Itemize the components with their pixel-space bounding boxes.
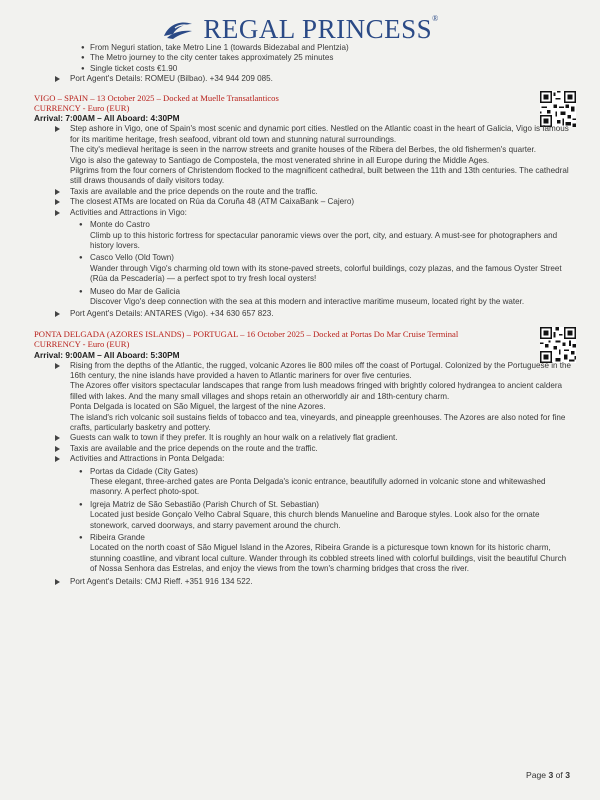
ponta-info-list [34, 361, 574, 588]
page-label: Page [526, 770, 549, 780]
brand-trademark: ® [432, 14, 439, 23]
princess-logo-icon [161, 18, 195, 42]
port-description: The Azores offer visitors spectacular landscapes that range from lush meadows fringed with brightly colored hydrangea to ancient caldera filled with lakes. And the many small villages and shops retain an otherworldly air and 18th-century charm. [70, 381, 563, 401]
attraction-description: Wander through Vigo's charming old town with its stone-paved streets, colorful buildings, cozy plazas, and the famous Oyster Street (Rúa da Pescadería) — a perfect spot to try fresh local oysters! [90, 263, 562, 284]
port-description: Pilgrims from the four corners of Christendom flocked to the magnificent cathedral, built between the 11th and 13th centuries. The cathedral still draws thousands of daily visitors today. [70, 166, 569, 186]
brand-name [203, 14, 438, 45]
port-agent-details: Port Agent's Details: ROMEU (Bilbao). +34 944 209 085. [70, 74, 273, 84]
arrival-time: Arrival: 9:00AM – All Aboard: 5:30PM [34, 349, 180, 360]
port-description: Ponta Delgada is located on São Miguel, the largest of the nine Azores. [70, 402, 326, 412]
attraction-title: ● Ribeira Grande [90, 533, 145, 543]
list-item [34, 187, 574, 197]
atm-info: The closest ATMs are located on Rúa da Coruña 48 (ATM CaixaBank – Cajero) [70, 197, 355, 207]
activities-label: Activities and Attractions in Vigo: [70, 207, 187, 217]
list-item [34, 433, 574, 443]
attractions-list [70, 467, 574, 575]
arrow-bullet-icon [55, 210, 60, 216]
list-item [34, 444, 574, 454]
port-agent-details: Port Agent's Details: ANTARES (Vigo). +34 630 657 823. [70, 309, 274, 319]
page-number [526, 770, 570, 780]
port-heading: VIGO – SPAIN – 13 October 2025 – Docked at Muelle Transatlanticos [34, 92, 279, 103]
arrow-bullet-icon [55, 126, 60, 132]
attraction-item [70, 253, 574, 284]
attraction-description: Climb up to this historic fortress for spectacular panoramic views over the port, city, and estuary. A must-see for photographers and history lovers. [90, 230, 558, 250]
arrow-bullet-icon [55, 199, 60, 205]
list-item: ● From Neguri station, take Metro Line 1 (towards Bidezabal and Plentzia) [34, 43, 574, 53]
bilbao-transport-list [34, 43, 574, 74]
attraction-item [70, 220, 574, 251]
port-description: Vigo is also the gateway to Santiago de Compostela, the most venerated shrine in all Europe during the Middle Ages. [70, 155, 490, 165]
attraction-item [70, 467, 574, 498]
arrival-time: Arrival: 7:00AM – All Aboard: 4:30PM [34, 113, 180, 124]
attraction-title: ● Monte do Castro [90, 220, 150, 230]
list-item [34, 208, 574, 308]
qr-code-icon[interactable] [540, 327, 576, 363]
page-total: 3 [565, 770, 570, 780]
header [0, 14, 600, 45]
arrow-bullet-icon [55, 363, 60, 369]
port-section-vigo [34, 93, 574, 320]
list-item [34, 454, 574, 574]
qr-code-icon[interactable] [540, 91, 576, 127]
port-description: Rising from the depths of the Atlantic, the rugged, volcanic Azores lie 800 miles off the coast of Portugal. Colonized by the Portuguese in the 16th century, the nine islands have provided a haven to Atlantic mariners for over five centuries. [70, 360, 572, 380]
attractions-list [70, 220, 574, 307]
port-description: Step ashore in Vigo, one of Spain's most scenic and dynamic port cities. Nestled on the Atlantic coast in the heart of Galicia, Vigo is famous for its maritime heritage, fresh seafood, vibrant old town and stunning natural surroundings. [70, 124, 569, 144]
list-item: ● The Metro journey to the city center takes approximately 25 minutes [34, 53, 574, 63]
currency-line: CURRENCY - Euro (EUR) [34, 103, 130, 114]
walk-info: Guests can walk to town if they prefer. It is roughly an hour walk on a relatively flat gradient. [70, 433, 398, 443]
attraction-description: Located on the north coast of São Miguel Island in the Azores, Ribeira Grande is a picturesque town known for its historic charm, stunning coastline, and vibrant local culture. Wander through its cobbled streets lined with colorful buildings, visit the beautiful Church of Nossa Senhora das Estrelas, and enjoy the views from the town's charming bridges that cross the river. [90, 543, 567, 574]
attraction-item [70, 533, 574, 575]
bilbao-agent-list [34, 74, 574, 84]
currency-line: CURRENCY - Euro (EUR) [34, 339, 130, 350]
list-item [34, 577, 574, 587]
page-of: of [553, 770, 566, 780]
activities-label: Activities and Attractions in Ponta Delgada: [70, 454, 225, 464]
attraction-description: Discover Vigo's deep connection with the sea at this modern and interactive maritime museum, located right by the water. [90, 296, 525, 306]
arrow-bullet-icon [55, 446, 60, 452]
arrow-bullet-icon [55, 456, 60, 462]
port-section-ponta-delgada [34, 329, 574, 587]
attraction-title: ● Museo do Mar de Galicia [90, 286, 180, 296]
arrow-bullet-icon [55, 579, 60, 585]
taxi-info: Taxis are available and the price depends on the route and the traffic. [70, 186, 318, 196]
attraction-title: ● Casco Vello (Old Town) [90, 253, 174, 263]
attraction-item [70, 287, 574, 308]
port-heading: PONTA DELGADA (AZORES ISLANDS) – PORTUGAL – 16 October 2025 – Docked at Portas Do Mar Cruise Terminal [34, 328, 459, 339]
list-item [34, 74, 574, 84]
page-current: 3 [548, 770, 554, 780]
arrow-bullet-icon [55, 311, 60, 317]
port-description: The island's rich volcanic soil sustains fields of tobacco and tea, vineyards, and pineapple greenhouses. The Azores are also noted for fine crafts, particularly basketry and pottery. [70, 412, 566, 432]
taxi-info: Taxis are available and the price depends on the route and the traffic. [70, 443, 318, 453]
content [34, 43, 574, 587]
attraction-title: ● Igreja Matriz de São Sebastião (Parish Church of St. Sebastian) [90, 499, 319, 509]
list-item [34, 309, 574, 319]
attraction-description: These elegant, three-arched gates are Ponta Delgada's iconic entrance, beautifully adorned in volcanic stone and whitewashed masonry. A perfect photo-spot. [90, 477, 546, 497]
vigo-info-list [34, 124, 574, 319]
port-agent-details: Port Agent's Details: CMJ Rieff. +351 916 134 522. [70, 576, 253, 586]
list-item [34, 124, 574, 186]
attraction-item [70, 500, 574, 531]
port-description: The city's medieval heritage is seen in the narrow streets and granite houses of the Ribera del Berbes, the old fishermen's quarter. [70, 145, 537, 155]
arrow-bullet-icon [55, 189, 60, 195]
arrow-bullet-icon [55, 435, 60, 441]
attraction-title: ● Portas da Cidade (City Gates) [90, 466, 198, 476]
list-item [34, 197, 574, 207]
list-item: ● Single ticket costs €1.90 [34, 64, 574, 74]
arrow-bullet-icon [55, 76, 60, 82]
brand-name-text: REGAL PRINCESS [203, 14, 433, 44]
list-item [34, 361, 574, 434]
attraction-description: Located just beside Gonçalo Velho Cabral Square, this church blends Manueline and Baroque styles. Look also for the ornate stonework, carved doorways, and starry pavement around the church. [90, 510, 540, 530]
